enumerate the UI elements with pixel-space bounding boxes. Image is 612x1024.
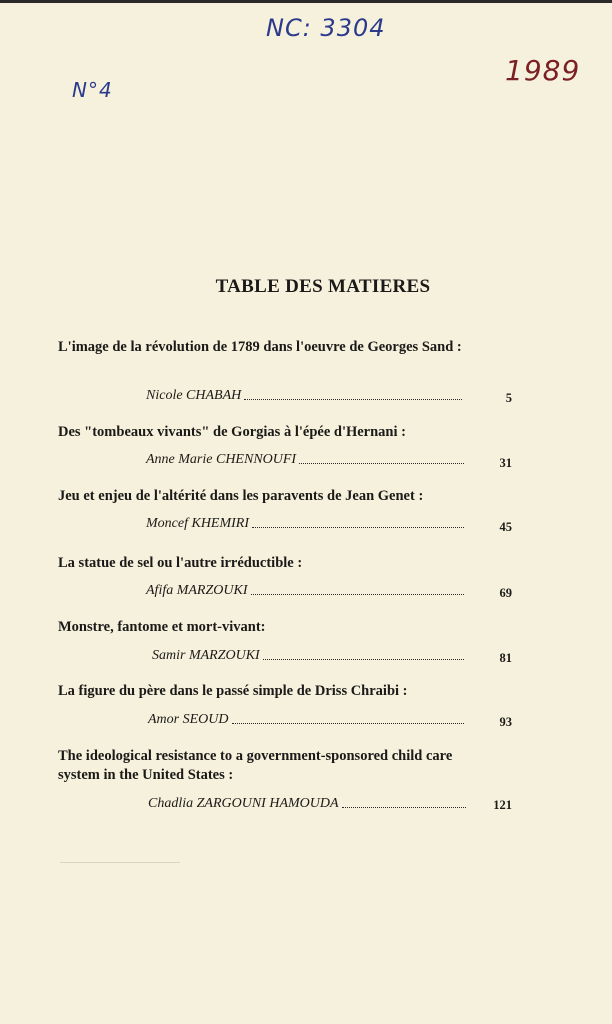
toc-page-number: 121 (493, 798, 512, 812)
toc-entry-title: La statue de sel ou l'autre irréductible : (58, 555, 303, 571)
toc-author: Afifa MARZOUKI (146, 583, 248, 598)
toc-author-line (152, 646, 466, 664)
toc-entry-title: Jeu et enjeu de l'altérité dans les paravents de Jean Genet : (58, 488, 424, 504)
toc-author: Chadlia ZARGOUNI HAMOUDA (148, 796, 339, 811)
dot-leader (232, 722, 465, 724)
dot-leader (251, 593, 465, 595)
toc-author: Samir MARZOUKI (152, 648, 260, 663)
toc-entry (58, 618, 528, 637)
toc-entry-title: Des "tombeaux vivants" de Gorgias à l'épée d'Hernani : (58, 424, 406, 440)
toc-author-line (146, 386, 464, 404)
toc-entry (58, 423, 528, 442)
handwritten-year: 1989 (505, 54, 581, 87)
toc-entry-title: L'image de la révolution de 1789 dans l'oeuvre de Georges Sand : (58, 339, 462, 355)
toc-author: Moncef KHEMIRI (146, 516, 250, 531)
toc-entry (58, 338, 528, 357)
toc-page-number: 93 (499, 715, 512, 729)
toc-page-number: 31 (499, 456, 512, 470)
toc-author-line (148, 794, 468, 812)
dot-leader (342, 806, 466, 808)
toc-page-number: 45 (499, 520, 512, 534)
toc-entry (58, 747, 478, 785)
footnote-rule (60, 862, 180, 863)
dot-leader (252, 526, 464, 528)
handwritten-reference: NC: 3304 (266, 14, 386, 42)
toc-author-line (146, 514, 466, 532)
toc-page-number: 69 (499, 586, 512, 600)
page-title: TABLE DES MATIERES (215, 276, 431, 297)
toc-entry-title: The ideological resistance to a government-sponsored child care system in the United States : (58, 748, 453, 783)
handwritten-issue-number: N°4 (72, 78, 113, 102)
toc-author-line (146, 450, 466, 468)
toc-entry-title: La figure du père dans le passé simple de Driss Chraibi : (58, 683, 408, 699)
dot-leader (263, 658, 464, 660)
toc-author-line (146, 581, 466, 599)
toc-author: Anne Marie CHENNOUFI (146, 452, 297, 467)
toc-entry-title: Monstre, fantome et mort-vivant: (58, 619, 266, 635)
toc-page-number: 81 (499, 651, 512, 665)
toc-author-line (148, 710, 466, 728)
dot-leader (244, 398, 462, 400)
toc-page-number: 5 (505, 391, 512, 405)
dot-leader (299, 462, 464, 464)
page-top-edge (0, 0, 612, 3)
toc-entry (58, 682, 528, 701)
toc-author: Nicole CHABAH (146, 388, 242, 403)
toc-entry (58, 487, 528, 506)
toc-author: Amor SEOUD (148, 712, 229, 727)
toc-entry (58, 554, 528, 573)
